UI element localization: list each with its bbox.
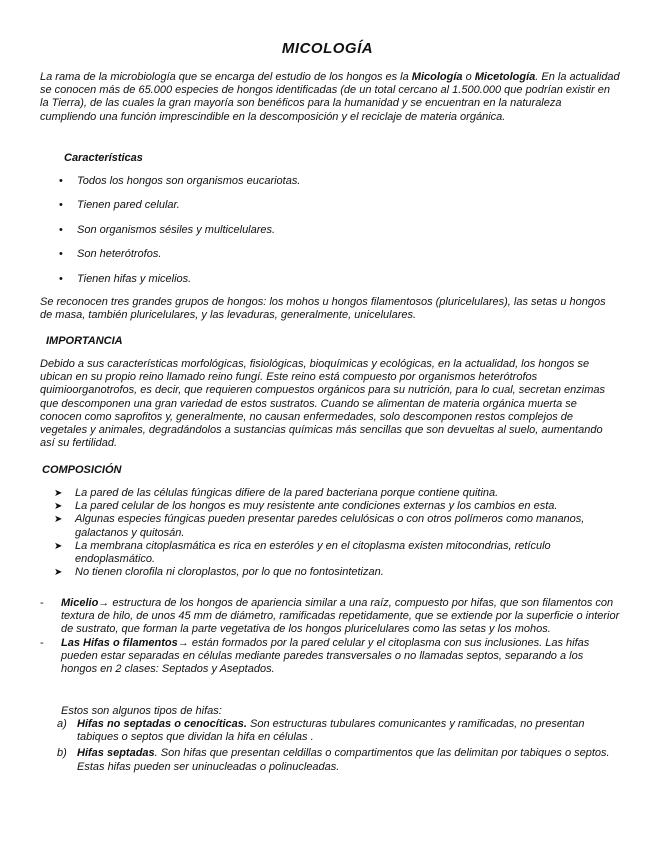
- list-item-text: La pared de las células fúngicas difiere de la pared bacteriana porque contiene quitina.: [75, 487, 499, 499]
- list-item-text: No tienen clorofila ni cloroplastos, por lo que no fontosintetizan.: [75, 566, 384, 579]
- tipo-b-text: . Son hifas que presentan celdillas o compartimentos que las delimitan por tabiques o septos. Estas hifas pueden ser uninucleadas o polinucleadas.: [77, 747, 610, 773]
- term-micologia: Micología: [411, 71, 463, 83]
- list-item: • Son organismos sésiles y multicelulares.: [57, 224, 300, 248]
- arrow-bullet-icon: ➤: [54, 501, 63, 513]
- list-item: • Tienen hifas y micelios.: [57, 273, 300, 297]
- micelio-text: estructura de los hongos de apariencia similar a una raíz, compuesto por hifas, que son filamentos con textura de hilo, de unos 45 mm de diámetro, ramificadas repetidamente, que se extiende por la superficie o interior de sustrato, que forman la parte vegetativa de los hongos pluricelulares como las setas y los mohos.: [61, 597, 620, 636]
- term-micelio: Micelio: [61, 597, 99, 609]
- dash-marker: -: [40, 597, 44, 609]
- importancia-paragraph: Debido a sus características morfológicas, fisiológicas, bioquímicas y ecológicas, en la actualidad, los hongos se ubican en su propio reino llamado reino fungí. Este reino está compuesto por organismos heterótrofos quimioorganotrofos, es decir, que requieren compuestos orgánicos para su nutrición, para lo cual, secretan enzimas que descomponen una gran variedad de estos sustratos. Cuando se alimentan de materia orgánica muerta se conocen como saprofitos y, generalmente, no causan enfermedades, solo descomponen restos complejos de vegetales y animales, degradándolos a sustancias químicas más sencillas que son devueltas al suelo, aumentando así su fertilidad.: [40, 358, 605, 450]
- list-item-text: Algunas especies fúngicas pueden presentar paredes celulósicas o con otros polímeros como mananos, galactanos y quitosán.: [75, 513, 585, 539]
- heading-importancia: IMPORTANCIA: [46, 335, 123, 347]
- list-item: [52, 487, 617, 500]
- alpha-marker: b): [57, 747, 67, 760]
- heading-caracteristicas: Características: [64, 152, 143, 164]
- list-item: • Tienen pared celular.: [57, 199, 300, 223]
- list-item: • Todos los hongos son organismos eucariotas.: [57, 175, 300, 199]
- grupos-paragraph: Se reconocen tres grandes grupos de hongos: los mohos u hongos filamentosos (pluricelulares), las setas u hongos de masa, también pluricelulares, y las levaduras, generalmente, unicelulares.: [40, 296, 606, 322]
- arrow-bullet-icon: ➤: [54, 567, 63, 579]
- tipos-intro: Estos son algunos tipos de hifas:: [61, 705, 222, 717]
- list-item-text: La pared celular de los hongos es muy resistente ante condiciones externas y los cambios en esta.: [75, 500, 558, 513]
- list-item: • Son heterótrofos.: [57, 248, 300, 272]
- caracteristicas-list: [57, 175, 300, 297]
- arrow-right-icon: →: [177, 636, 189, 649]
- tipo-a-text: Son estructuras tubulares comunicantes y ramificadas, no presentan tabiques o septos que dividan la hifa en células .: [77, 718, 585, 744]
- intro-text-2: o: [462, 71, 475, 83]
- document-title: MICOLOGÍA: [281, 40, 374, 57]
- term-no-septadas: Hifas no septadas o cenocíticas.: [77, 718, 247, 730]
- intro-text-1: La rama de la microbiología que se encarga del estudio de los hongos es la: [40, 71, 412, 83]
- term-micetologia: Micetología: [474, 71, 536, 83]
- list-item: [52, 566, 617, 579]
- list-item-text: La membrana citoplasmática es rica en esteróles y en el citoplasma existen mitocondrias, retículo endoplasmático.: [75, 539, 551, 566]
- dash-marker: -: [40, 636, 44, 649]
- alpha-marker: a): [57, 718, 67, 730]
- tipo-item-a: [57, 718, 617, 744]
- heading-composicion: COMPOSICIÓN: [42, 464, 122, 476]
- intro-text-3: . En la actualidad se conocen más de 65.000 especies de hongos identificadas (de un total cercano al 1.500.000 que podrían existir en la Tierra), de las cuales la gran mayoría son benéficos para la humanidad y se encuentran en la naturaleza cumpliendo una función imprescindible en la descomposición y el reciclaje de materia orgánica.: [40, 71, 620, 123]
- tipo-item-b: [57, 747, 617, 773]
- tipos-list: [57, 718, 617, 774]
- arrow-bullet-icon: ➤: [54, 514, 63, 526]
- definiciones-list: [40, 597, 620, 676]
- definition-micelio: [40, 597, 620, 637]
- list-item: [52, 500, 617, 513]
- intro-paragraph: [40, 71, 620, 124]
- list-item: [52, 540, 617, 566]
- term-hifas: Las Hifas o filamentos: [61, 636, 178, 649]
- composicion-list: [52, 487, 617, 579]
- list-item: [52, 513, 617, 539]
- definition-hifas: [40, 637, 620, 677]
- arrow-bullet-icon: ➤: [54, 540, 63, 552]
- arrow-right-icon: →: [98, 597, 110, 609]
- hifas-text: están formados por la pared celular y el citoplasma con sus inclusiones. Las hifas pueden estar separadas en células mediante paredes transversales o no llamadas septos, separando a los hongos en 2 clases: Septados y Aseptados.: [61, 636, 590, 676]
- arrow-bullet-icon: ➤: [54, 488, 63, 499]
- term-septadas: Hifas septadas: [77, 747, 155, 760]
